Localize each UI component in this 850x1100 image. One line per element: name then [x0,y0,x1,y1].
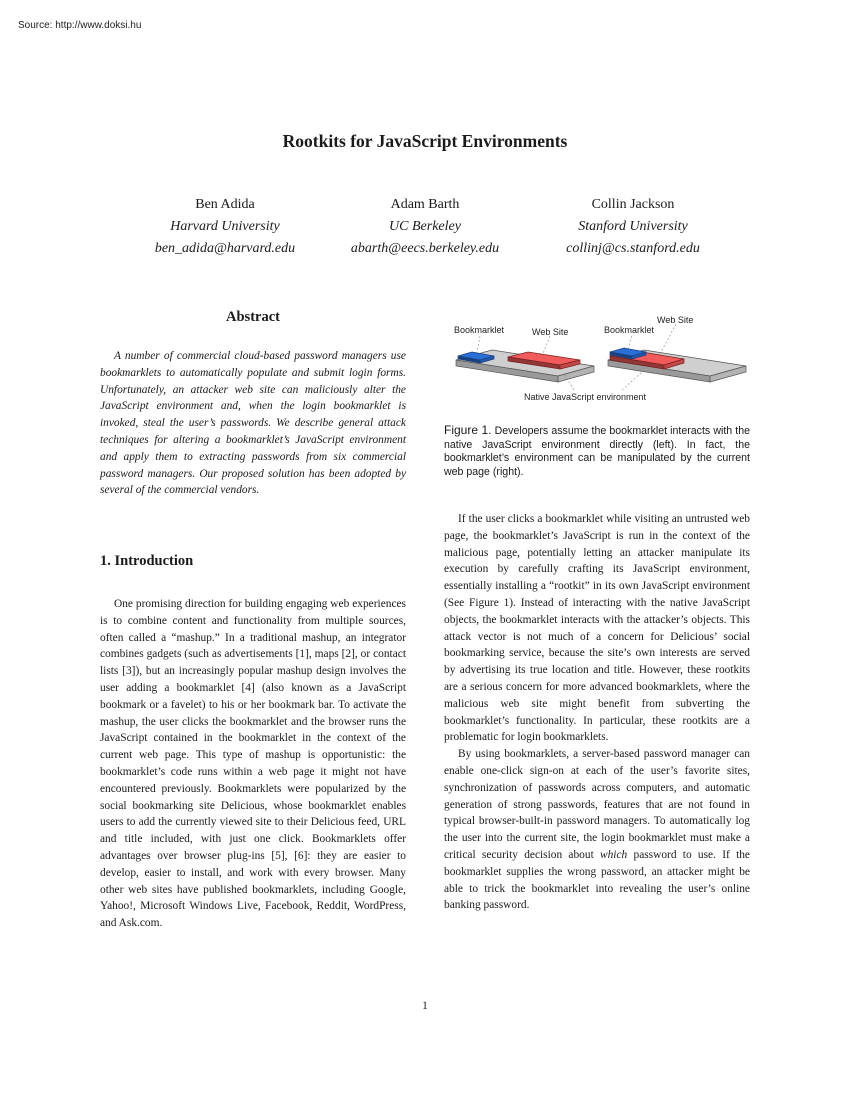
author-affiliation: UC Berkeley [389,219,461,234]
label-left-website: Web Site [532,327,569,337]
author-name: Adam Barth [390,197,460,212]
introduction-text [100,596,406,932]
author-email[interactable]: ben_adida@harvard.edu [154,241,296,256]
caption-text: Developers assume the bookmarklet interacts with the native JavaScript environment directly (left). In fact, the bookmarklet’s environment can be manipulated by the current web page (right). [444,425,750,478]
label-native-environment: Native JavaScript environment [524,392,647,402]
author-block [533,194,733,260]
label-right-bookmarklet: Bookmarklet [604,325,655,335]
paper-title: Rootkits for JavaScript Environments [282,131,568,151]
emphasis-which: which [600,848,628,861]
abstract-text [100,348,406,499]
author-block [325,194,525,260]
label-right-website: Web Site [657,315,694,325]
paragraph-password-manager [444,746,750,914]
paragraph-rootkit: If the user clicks a bookmarklet while visiting an untrusted web page, the bookmarklet’s JavaScript is run in the context of the malicious page, potentially letting an attacker manipulate its execution by carefully crafting its JavaScript environment, essentially installing a “rootkit” in its own JavaScript environment (See Figure 1). Instead of interacting with the native JavaScript objects, the bookmarklet interacts with the attacker’s objects. This attack vector is not much of a concern for Delicious’ social bookmarking service, because the site’s own interests are served by advertising its true location and title. However, these rootkits are a serious concern for more advanced bookmarklets, where the malicious web site might benefit from subverting the bookmarklet’s functionality. In particular, these rootkits are a problematic for login bookmarklets. [444,513,750,744]
author-block [125,194,325,260]
paragraph-text: By using bookmarklets, a server-based password manager can enable one-click sign-on at each of the user’s favorite sites, synchronization of passwords across computers, and automatic generation of strong passwords, features that are not found in typical browser-built-in password managers. To automatically log the user into the current site, the login bookmarklet must make a critical security decision about [444,748,750,861]
source-url: Source: http://www.doksi.hu [18,20,142,31]
author-email[interactable]: collinj@cs.stanford.edu [566,241,700,256]
figure-1-caption [444,424,750,479]
abstract-heading: Abstract [226,309,280,325]
figure-1-diagram [444,312,750,408]
page-number: 1 [422,1000,428,1012]
author-affiliation: Stanford University [578,219,688,234]
introduction-paragraph: One promising direction for building engaging web experiences is to combine content and functionality from multiple sources, often called a “mashup.” In a traditional mashup, an integrator combines gadgets (such as advertisements [1], maps [2], or contact lists [3]), but an increasingly popular mashup design involves the user adding a bookmarklet [4] (also known as a JavaScript bookmark or a favelet) to his or her bookmark bar. To activate the mashup, the user clicks the bookmarklet and the browser runs the JavaScript contained in the bookmarklet in the context of the current web page. This type of mashup is opportunistic: the bookmarklet’s code runs within a web page it might not have encountered previously. Bookmarklets were popularized by the social bookmarking site Delicious, whose bookmarklet enables users to add the currently viewed site to their Delicious feed, URL and title included, with just one click. Bookmarklets offer advantages over browser plug-ins [5], [6]: they are easier to develop, easier to install, and work with every browser. Many other web sites have published bookmarklets, including Google, Yahoo!, Microsoft Windows Live, Facebook, Reddit, WordPress, and Ask.com. [100,598,406,930]
right-column-text [444,511,750,914]
author-affiliation: Harvard University [170,219,280,234]
section-heading-introduction: 1. Introduction [100,553,194,569]
author-name: Ben Adida [195,197,255,212]
paragraph-text: password to use. If the bookmarklet supplies the wrong password, an attacker might be able to trick the bookmarklet into revealing the user’s online banking password. [444,848,750,912]
caption-number: Figure 1. [444,423,492,437]
author-email[interactable]: abarth@eecs.berkeley.edu [350,241,500,256]
abstract-paragraph: A number of commercial cloud-based password managers use bookmarklets to automatically populate and submit login forms. Unfortunately, an attacker web site can maliciously alter the JavaScript environment and, when the login bookmarklet is invoked, steal the user’s passwords. We describe general attack techniques for altering a bookmarklet’s JavaScript environment and apply them to extracting passwords from six commercial password managers. Our proposed solution has been adopted by several of the commercial vendors. [100,350,406,497]
figure-1 [444,312,750,408]
label-left-bookmarklet: Bookmarklet [454,325,505,335]
author-name: Collin Jackson [591,197,675,212]
